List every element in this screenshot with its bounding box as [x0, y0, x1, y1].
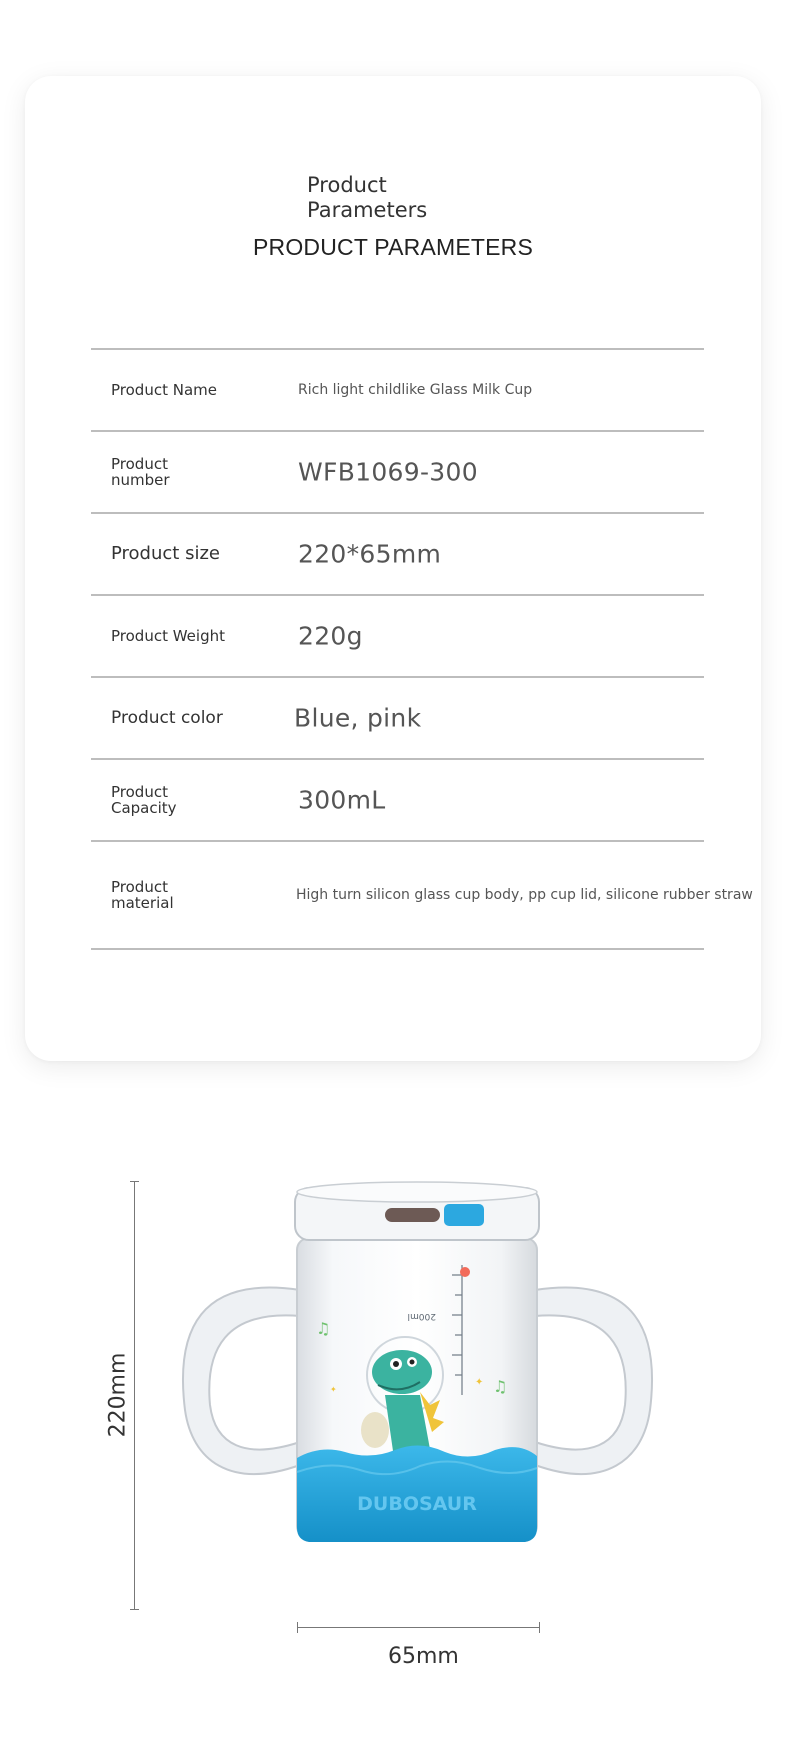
param-value: Rich light childlike Glass Milk Cup: [298, 382, 533, 398]
parameters-card: [25, 76, 761, 1061]
svg-text:✦: ✦: [475, 1377, 484, 1388]
param-value: 220*65mm: [298, 539, 442, 569]
param-label: [111, 784, 251, 816]
param-row-material: [91, 840, 753, 950]
param-label: Product color: [111, 708, 223, 728]
param-row-color: [91, 676, 704, 758]
svg-text:♫: ♫: [316, 1319, 331, 1338]
section-title-line2: Parameters: [307, 198, 428, 222]
param-label: Product Weight: [111, 627, 225, 645]
section-title-line1: Product: [307, 173, 387, 197]
param-label: [111, 456, 251, 488]
svg-text:♫: ♫: [493, 1377, 508, 1396]
right-handle: [535, 1288, 652, 1474]
param-label-line1: Product: [111, 783, 168, 801]
param-row-weight: [91, 594, 704, 676]
width-label: 65mm: [388, 1644, 459, 1669]
param-label-line1: Product: [111, 455, 168, 473]
parameters-table: [91, 348, 753, 950]
brand-text: DUBOSAUR: [357, 1493, 477, 1515]
section-title: [307, 173, 507, 223]
param-row-number: [91, 430, 704, 512]
param-value: Blue, pink: [294, 703, 422, 733]
param-value: High turn silicon glass cup body, pp cup lid, silicone rubber straw: [296, 887, 753, 903]
left-handle: [183, 1288, 300, 1474]
param-label-line1: Product: [111, 878, 168, 896]
cup-illustration: [0, 1160, 790, 1720]
param-label: [111, 879, 251, 911]
height-label: 220mm: [105, 1352, 131, 1438]
scale-text: 200ml: [407, 1311, 436, 1321]
param-value: WFB1069-300: [298, 457, 478, 487]
param-label: Product Name: [111, 381, 217, 399]
section-title-caps: PRODUCT PARAMETERS: [252, 234, 534, 260]
param-label-line2: material: [111, 894, 174, 912]
lid-tab: [444, 1204, 484, 1226]
svg-text:✦: ✦: [330, 1385, 337, 1394]
width-dimension-line: [297, 1627, 540, 1628]
param-row-name: [91, 348, 704, 430]
param-value: 300mL: [298, 785, 386, 815]
param-label-line2: number: [111, 471, 170, 489]
param-row-capacity: [91, 758, 704, 840]
param-row-size: [91, 512, 704, 594]
param-label: Product size: [111, 543, 220, 564]
param-label-line2: Capacity: [111, 799, 177, 817]
height-dimension-line: [134, 1181, 135, 1610]
param-value: 220g: [298, 621, 363, 651]
